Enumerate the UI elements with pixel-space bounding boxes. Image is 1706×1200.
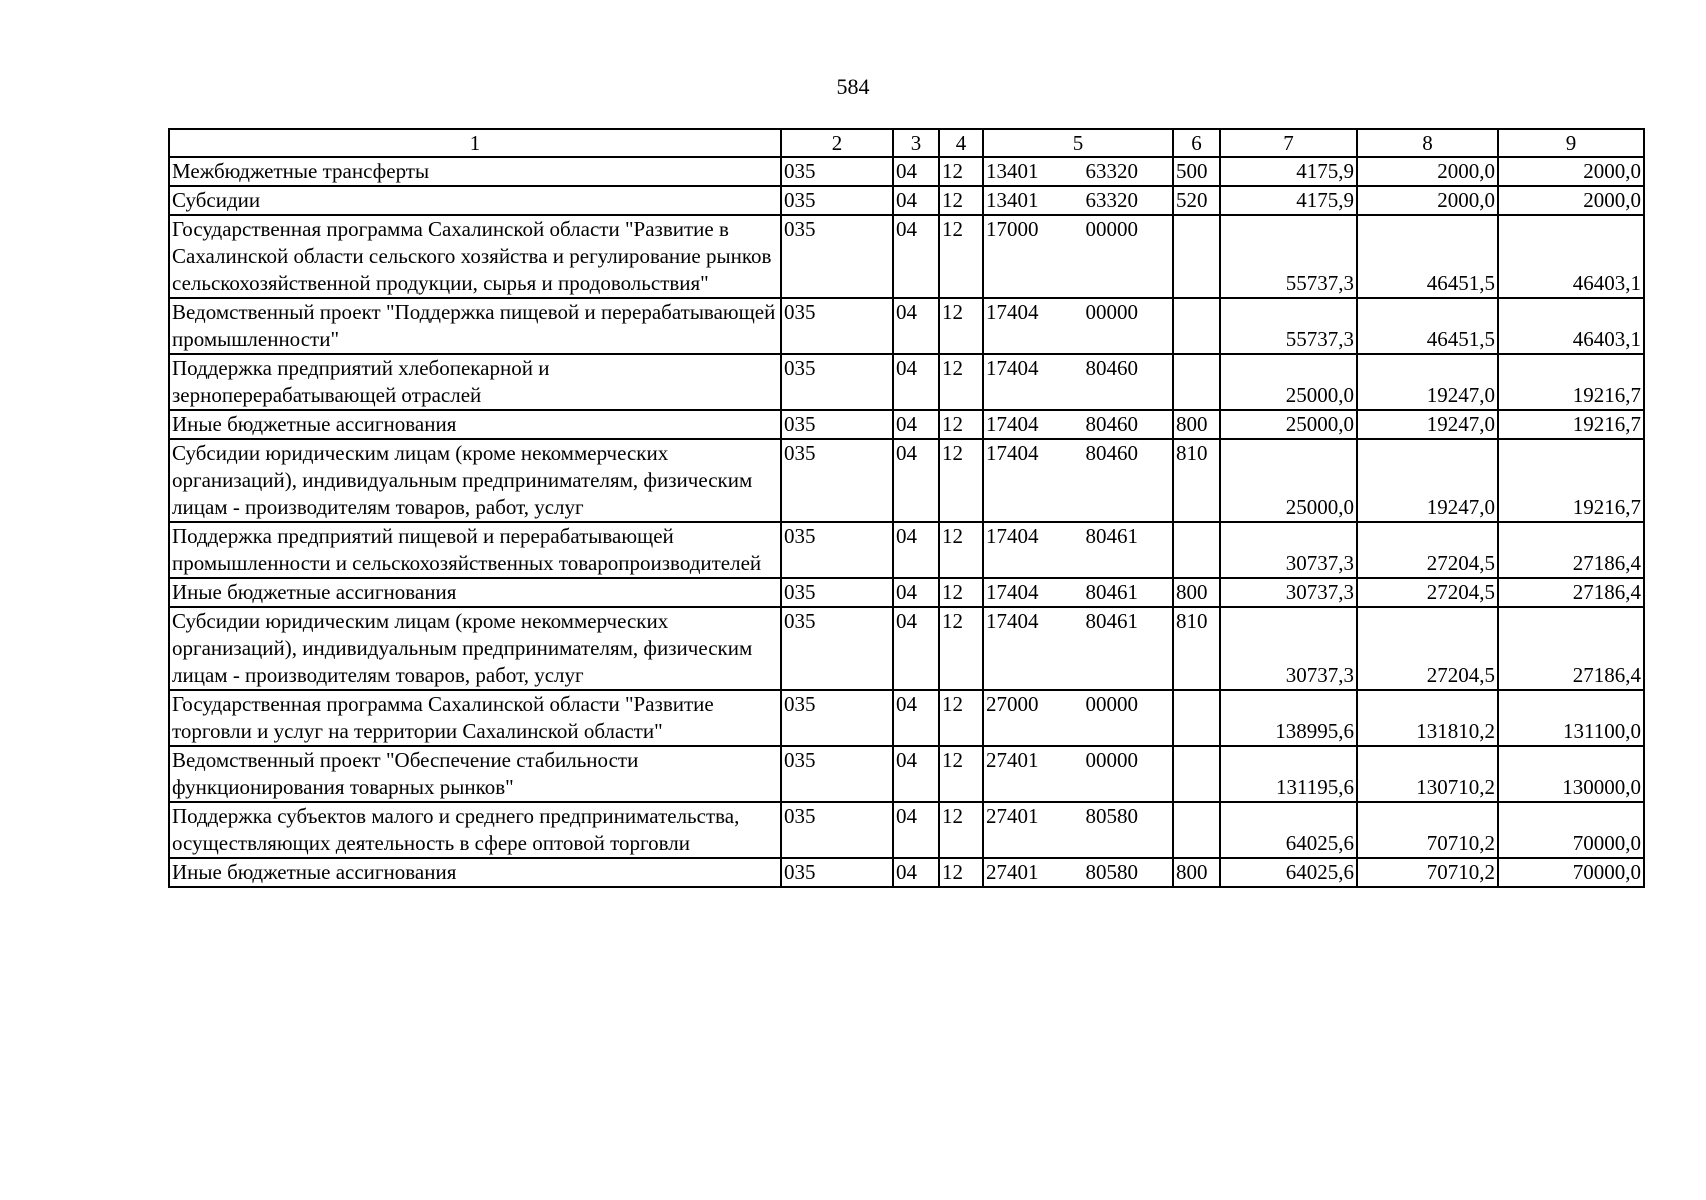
code-target-article [983, 858, 1173, 887]
amount-col8: 70710,2 [1357, 802, 1498, 858]
target-article-parts [984, 608, 1172, 635]
code-subsection: 12 [939, 410, 983, 439]
target-article-parts [984, 158, 1172, 185]
code-admin: 035 [781, 690, 893, 746]
amount-col9: 131100,0 [1498, 690, 1644, 746]
code-admin: 035 [781, 578, 893, 607]
amount-col7: 30737,3 [1220, 607, 1357, 690]
code-target-article [983, 157, 1173, 186]
code-target-article [983, 215, 1173, 298]
code-section: 04 [893, 746, 939, 802]
code-section: 04 [893, 858, 939, 887]
code-subsection: 12 [939, 157, 983, 186]
target-article-program: 17404 [986, 580, 1039, 604]
code-expense-type: 810 [1173, 607, 1220, 690]
code-target-article [983, 690, 1173, 746]
target-article-program: 17404 [986, 300, 1039, 324]
code-subsection: 12 [939, 578, 983, 607]
table-row [169, 802, 1644, 858]
header-cell: 7 [1220, 129, 1357, 157]
header-cell: 2 [781, 129, 893, 157]
code-expense-type [1173, 354, 1220, 410]
code-admin: 035 [781, 186, 893, 215]
amount-col7: 25000,0 [1220, 439, 1357, 522]
table-row [169, 690, 1644, 746]
amount-col7: 25000,0 [1220, 410, 1357, 439]
row-name: Субсидии юридическим лицам (кроме некоммерческих организаций), индивидуальным предпринимателям, физическим лицам - производителям товаров, работ, услуг [169, 439, 781, 522]
target-article-direction: 80461 [1085, 524, 1138, 548]
target-article-program: 13401 [986, 159, 1039, 183]
code-expense-type: 500 [1173, 157, 1220, 186]
target-article-parts [984, 187, 1172, 214]
amount-col7: 131195,6 [1220, 746, 1357, 802]
target-article-program: 27000 [986, 692, 1039, 716]
code-expense-type [1173, 690, 1220, 746]
table-body [169, 157, 1644, 887]
code-target-article [983, 298, 1173, 354]
table-row [169, 186, 1644, 215]
table-row [169, 157, 1644, 186]
code-subsection: 12 [939, 607, 983, 690]
amount-col9: 27186,4 [1498, 607, 1644, 690]
target-article-direction: 63320 [1085, 159, 1138, 183]
code-admin: 035 [781, 522, 893, 578]
code-admin: 035 [781, 607, 893, 690]
amount-col8: 19247,0 [1357, 410, 1498, 439]
code-expense-type [1173, 522, 1220, 578]
target-article-parts [984, 411, 1172, 438]
code-expense-type [1173, 215, 1220, 298]
amount-col9: 19216,7 [1498, 439, 1644, 522]
code-target-article [983, 410, 1173, 439]
code-target-article [983, 746, 1173, 802]
target-article-program: 27401 [986, 748, 1039, 772]
code-section: 04 [893, 522, 939, 578]
table-row [169, 858, 1644, 887]
header-cell: 3 [893, 129, 939, 157]
amount-col9: 46403,1 [1498, 215, 1644, 298]
code-admin: 035 [781, 802, 893, 858]
target-article-parts [984, 691, 1172, 718]
code-admin: 035 [781, 298, 893, 354]
target-article-program: 17404 [986, 356, 1039, 380]
header-cell: 4 [939, 129, 983, 157]
amount-col9: 2000,0 [1498, 186, 1644, 215]
row-name: Иные бюджетные ассигнования [169, 410, 781, 439]
target-article-parts [984, 216, 1172, 243]
code-expense-type: 800 [1173, 578, 1220, 607]
amount-col8: 70710,2 [1357, 858, 1498, 887]
row-name: Субсидии [169, 186, 781, 215]
amount-col8: 46451,5 [1357, 215, 1498, 298]
target-article-direction: 80460 [1085, 356, 1138, 380]
code-section: 04 [893, 802, 939, 858]
row-name: Поддержка предприятий пищевой и перерабатывающей промышленности и сельскохозяйственных товаропроизводителей [169, 522, 781, 578]
amount-col7: 55737,3 [1220, 215, 1357, 298]
amount-col8: 19247,0 [1357, 354, 1498, 410]
amount-col9: 27186,4 [1498, 578, 1644, 607]
target-article-direction: 00000 [1085, 692, 1138, 716]
row-name: Государственная программа Сахалинской области "Развитие торговли и услуг на территории Сахалинской области" [169, 690, 781, 746]
amount-col7: 64025,6 [1220, 802, 1357, 858]
row-name: Поддержка предприятий хлебопекарной и зерноперерабатывающей отраслей [169, 354, 781, 410]
table-row [169, 439, 1644, 522]
target-article-direction: 00000 [1085, 217, 1138, 241]
table-row [169, 298, 1644, 354]
table-row [169, 354, 1644, 410]
amount-col7: 30737,3 [1220, 578, 1357, 607]
target-article-program: 17000 [986, 217, 1039, 241]
header-cell: 6 [1173, 129, 1220, 157]
table-row [169, 578, 1644, 607]
amount-col9: 2000,0 [1498, 157, 1644, 186]
amount-col7: 30737,3 [1220, 522, 1357, 578]
code-admin: 035 [781, 157, 893, 186]
code-admin: 035 [781, 215, 893, 298]
code-subsection: 12 [939, 802, 983, 858]
amount-col9: 19216,7 [1498, 354, 1644, 410]
code-subsection: 12 [939, 215, 983, 298]
code-admin: 035 [781, 439, 893, 522]
code-section: 04 [893, 410, 939, 439]
amount-col9: 70000,0 [1498, 802, 1644, 858]
code-subsection: 12 [939, 354, 983, 410]
code-target-article [983, 439, 1173, 522]
amount-col8: 130710,2 [1357, 746, 1498, 802]
code-section: 04 [893, 578, 939, 607]
amount-col8: 131810,2 [1357, 690, 1498, 746]
amount-col8: 2000,0 [1357, 157, 1498, 186]
row-name: Ведомственный проект "Обеспечение стабильности функционирования товарных рынков" [169, 746, 781, 802]
target-article-parts [984, 579, 1172, 606]
row-name: Субсидии юридическим лицам (кроме некоммерческих организаций), индивидуальным предпринимателям, физическим лицам - производителям товаров, работ, услуг [169, 607, 781, 690]
target-article-direction: 00000 [1085, 748, 1138, 772]
amount-col9: 46403,1 [1498, 298, 1644, 354]
target-article-direction: 80460 [1085, 441, 1138, 465]
code-admin: 035 [781, 858, 893, 887]
code-admin: 035 [781, 354, 893, 410]
page-number: 584 [836, 74, 870, 99]
target-article-direction: 80460 [1085, 412, 1138, 436]
amount-col7: 64025,6 [1220, 858, 1357, 887]
code-expense-type: 800 [1173, 858, 1220, 887]
amount-col8: 27204,5 [1357, 578, 1498, 607]
target-article-direction: 63320 [1085, 188, 1138, 212]
code-target-article [983, 186, 1173, 215]
code-expense-type [1173, 746, 1220, 802]
target-article-direction: 00000 [1085, 300, 1138, 324]
code-section: 04 [893, 690, 939, 746]
code-admin: 035 [781, 746, 893, 802]
row-name: Иные бюджетные ассигнования [169, 858, 781, 887]
code-target-article [983, 607, 1173, 690]
code-expense-type [1173, 802, 1220, 858]
target-article-parts [984, 803, 1172, 830]
target-article-direction: 80580 [1085, 804, 1138, 828]
budget-table [168, 128, 1645, 888]
header-cell: 5 [983, 129, 1173, 157]
amount-col8: 46451,5 [1357, 298, 1498, 354]
header-cell: 1 [169, 129, 781, 157]
target-article-parts [984, 747, 1172, 774]
target-article-program: 27401 [986, 804, 1039, 828]
header-row [169, 129, 1644, 157]
code-admin: 035 [781, 410, 893, 439]
target-article-parts [984, 299, 1172, 326]
code-target-article [983, 522, 1173, 578]
target-article-program: 17404 [986, 524, 1039, 548]
code-section: 04 [893, 354, 939, 410]
amount-col7: 4175,9 [1220, 157, 1357, 186]
row-name: Иные бюджетные ассигнования [169, 578, 781, 607]
table-row [169, 410, 1644, 439]
amount-col7: 55737,3 [1220, 298, 1357, 354]
amount-col9: 130000,0 [1498, 746, 1644, 802]
code-subsection: 12 [939, 858, 983, 887]
row-name: Государственная программа Сахалинской области "Развитие в Сахалинской области сельского хозяйства и регулирование рынков сельскохозяйственной продукции, сырья и продовольствия" [169, 215, 781, 298]
code-expense-type: 810 [1173, 439, 1220, 522]
target-article-parts [984, 523, 1172, 550]
code-target-article [983, 802, 1173, 858]
target-article-program: 13401 [986, 188, 1039, 212]
amount-col9: 19216,7 [1498, 410, 1644, 439]
target-article-direction: 80461 [1085, 580, 1138, 604]
target-article-program: 17404 [986, 609, 1039, 633]
code-subsection: 12 [939, 186, 983, 215]
row-name: Межбюджетные трансферты [169, 157, 781, 186]
amount-col7: 4175,9 [1220, 186, 1357, 215]
target-article-direction: 80461 [1085, 609, 1138, 633]
code-expense-type: 520 [1173, 186, 1220, 215]
target-article-parts [984, 355, 1172, 382]
target-article-parts [984, 440, 1172, 467]
code-subsection: 12 [939, 298, 983, 354]
header-cell: 8 [1357, 129, 1498, 157]
code-section: 04 [893, 186, 939, 215]
amount-col9: 27186,4 [1498, 522, 1644, 578]
code-target-article [983, 578, 1173, 607]
amount-col8: 19247,0 [1357, 439, 1498, 522]
table-row [169, 522, 1644, 578]
amount-col8: 27204,5 [1357, 607, 1498, 690]
target-article-program: 27401 [986, 860, 1039, 884]
code-section: 04 [893, 298, 939, 354]
target-article-direction: 80580 [1085, 860, 1138, 884]
amount-col8: 27204,5 [1357, 522, 1498, 578]
code-section: 04 [893, 439, 939, 522]
code-section: 04 [893, 607, 939, 690]
table-row [169, 215, 1644, 298]
target-article-program: 17404 [986, 412, 1039, 436]
code-subsection: 12 [939, 522, 983, 578]
code-section: 04 [893, 215, 939, 298]
amount-col9: 70000,0 [1498, 858, 1644, 887]
row-name: Ведомственный проект "Поддержка пищевой и перерабатывающей промышленности" [169, 298, 781, 354]
code-target-article [983, 354, 1173, 410]
row-name: Поддержка субъектов малого и среднего предпринимательства, осуществляющих деятельность в сфере оптовой торговли [169, 802, 781, 858]
code-subsection: 12 [939, 690, 983, 746]
amount-col8: 2000,0 [1357, 186, 1498, 215]
code-expense-type: 800 [1173, 410, 1220, 439]
amount-col7: 138995,6 [1220, 690, 1357, 746]
table-row [169, 607, 1644, 690]
code-expense-type [1173, 298, 1220, 354]
header-cell: 9 [1498, 129, 1644, 157]
code-subsection: 12 [939, 746, 983, 802]
table-row [169, 746, 1644, 802]
code-section: 04 [893, 157, 939, 186]
target-article-program: 17404 [986, 441, 1039, 465]
amount-col7: 25000,0 [1220, 354, 1357, 410]
code-subsection: 12 [939, 439, 983, 522]
target-article-parts [984, 859, 1172, 886]
